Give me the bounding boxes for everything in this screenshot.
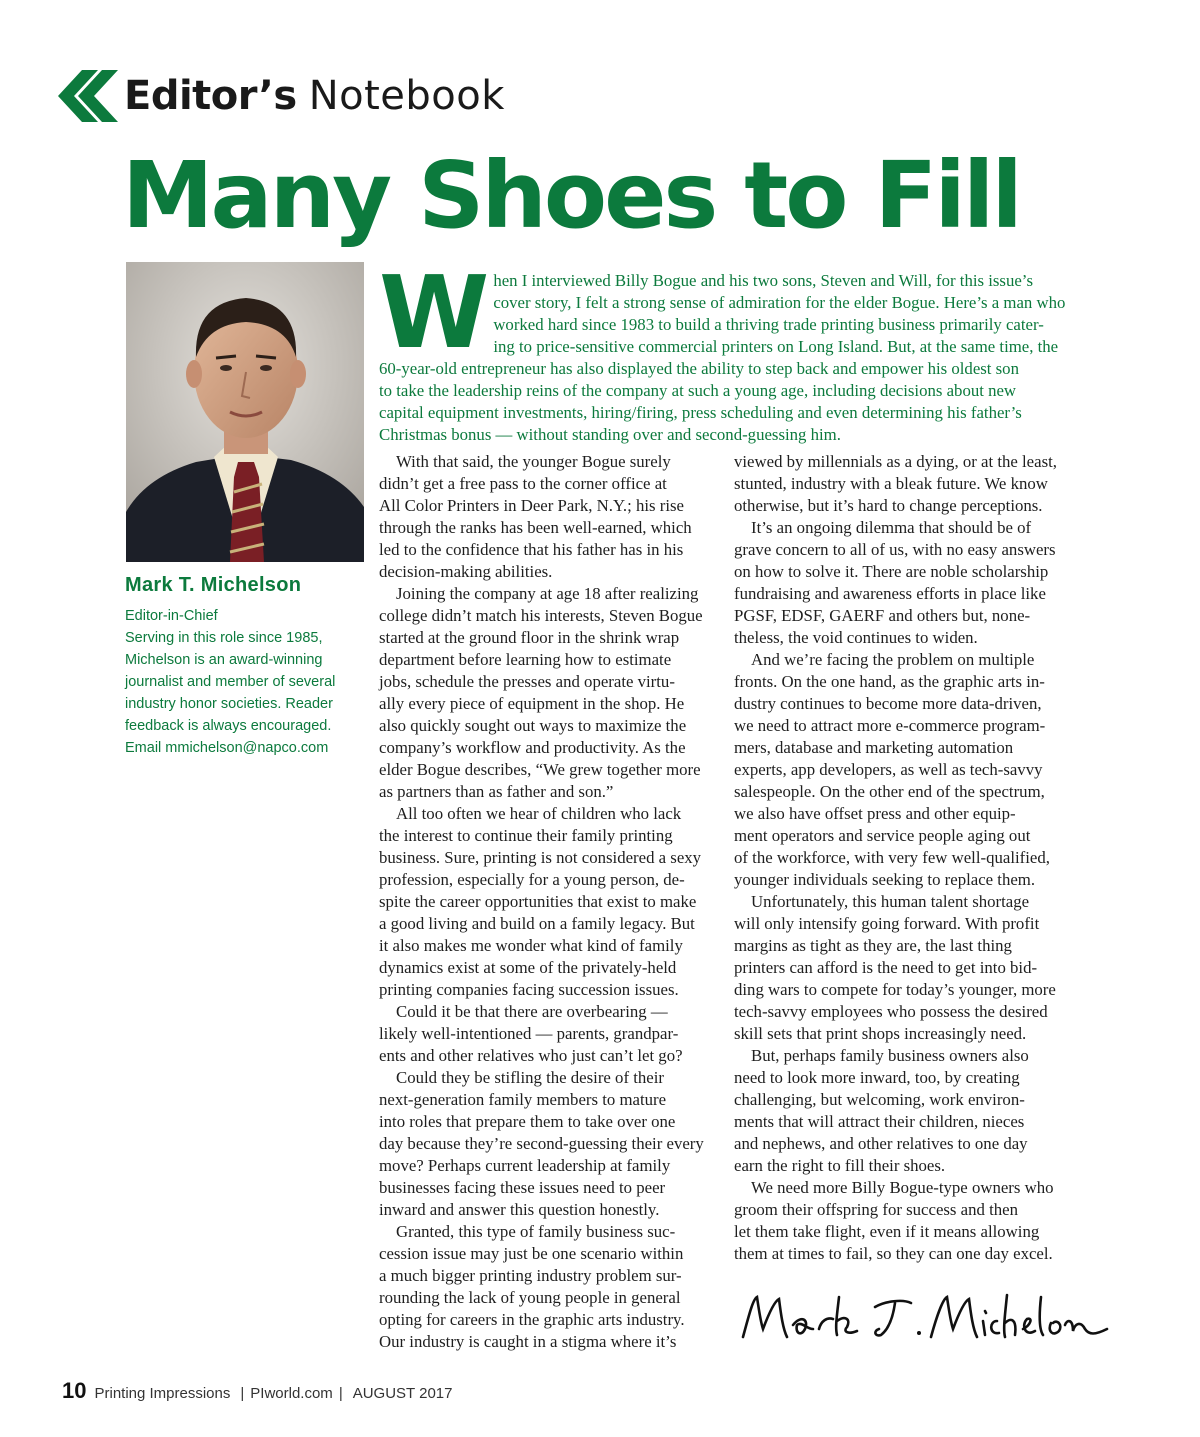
body-line: and nephews, and other relatives to one day [734,1134,1028,1153]
body-line: as partners than as father and son.” [379,782,614,801]
body-line: decision-making abilities. [379,562,553,581]
body-line: ment operators and service people aging out [734,826,1031,845]
body-line: a much bigger printing industry problem sur- [379,1266,682,1285]
body-paragraph [734,649,1074,891]
intro-line: worked hard since 1983 to build a thriving trade printing business primarily cater- [493,315,1044,334]
body-line: rounding the lack of young people in general [379,1288,681,1307]
body-line: businesses facing these issues need to peer [379,1178,666,1197]
body-paragraph [379,1067,719,1221]
body-paragraph [379,583,719,803]
bio-line: Serving in this role since 1985, [125,630,323,646]
body-line: led to the confidence that his father has in his [379,540,684,559]
section-title-bold: Editor’s [124,73,297,119]
body-line: inward and answer this question honestly. [379,1200,660,1219]
body-line: likely well-intentioned — parents, grandpar- [379,1024,679,1043]
body-line: groom their offspring for success and then [734,1200,1018,1219]
author-photo [126,262,364,562]
body-line: mers, database and marketing automation [734,738,1014,757]
body-line: And we’re facing the problem on multiple [751,650,1035,669]
body-line: need to look more inward, too, by creating [734,1068,1020,1087]
body-paragraph [734,517,1074,649]
body-line: otherwise, but it’s hard to change perceptions. [734,496,1043,515]
body-line: stunted, industry with a bleak future. We know [734,474,1048,493]
body-line: tech-savvy employees who possess the desired [734,1002,1048,1021]
intro-line: 60-year-old entrepreneur has also displayed the ability to step back and empower his oldest son [379,359,1019,378]
body-line: profession, especially for a young person, de- [379,870,685,889]
bio-line: Michelson is an award-winning [125,652,323,668]
body-line: the interest to continue their family printing [379,826,673,845]
body-line: also quickly sought out ways to maximize the [379,716,687,735]
body-line: ments that will attract their children, nieces [734,1112,1025,1131]
intro-paragraph [379,254,1069,446]
body-line: Unfortunately, this human talent shortage [751,892,1030,911]
body-paragraph [379,1001,719,1067]
body-line: fundraising and awareness efforts in place like [734,584,1046,603]
body-line: company’s workflow and productivity. As the [379,738,686,757]
body-paragraph [379,1221,719,1353]
issue-date: AUGUST 2017 [352,1385,453,1402]
footer-separator: | [338,1385,343,1402]
body-column-right [734,451,1074,1265]
author-name: Mark T. Michelson [125,574,302,596]
headline: Many Shoes to Fill [122,142,1020,249]
body-line: Granted, this type of family business suc- [396,1222,676,1241]
drop-cap: W [379,254,486,371]
body-line: business. Sure, printing is not considered a sexy [379,848,702,867]
author-bio [125,574,370,759]
body-line: Joining the company at age 18 after realizing [396,584,699,603]
body-paragraph [379,451,719,583]
body-paragraph [734,451,1074,517]
intro-line: hen I interviewed Billy Bogue and his two sons, Steven and Will, for this issue’s [493,271,1033,290]
bio-email-line: Email mmichelson@napco.com [125,740,329,756]
body-line: skill sets that print shops increasingly need. [734,1024,1027,1043]
body-line: With that said, the younger Bogue surely [396,452,671,471]
body-line: margins as tight as they are, the last thing [734,936,1012,955]
body-line: All Color Printers in Deer Park, N.Y.; his rise [379,496,684,515]
body-line: of the workforce, with very few well-qualified, [734,848,1050,867]
body-line: But, perhaps family business owners also [751,1046,1029,1065]
signature [735,1285,1115,1360]
body-line: cession issue may just be one scenario within [379,1244,684,1263]
body-line: viewed by millennials as a dying, or at the least, [734,452,1057,471]
body-line: day because they’re second-guessing their every [379,1134,704,1153]
body-line: through the ranks has been well-earned, which [379,518,692,537]
body-line: ding wars to compete for today’s younger, more [734,980,1056,999]
body-line: challenging, but welcoming, work environ- [734,1090,1025,1109]
page-footer [62,1378,453,1404]
body-line: we also have offset press and other equip- [734,804,1016,823]
body-line: fronts. On the one hand, as the graphic arts in- [734,672,1045,691]
body-line: elder Bogue describes, “We grew together more [379,760,701,779]
intro-line: capital equipment investments, hiring/firing, press scheduling and even determining his father’s [379,403,1022,422]
body-line: Could they be stifling the desire of their [396,1068,664,1087]
author-description [125,627,370,759]
body-paragraph [734,1045,1074,1177]
body-line: grave concern to all of us, with no easy answers [734,540,1056,559]
body-line: next-generation family members to mature [379,1090,667,1109]
body-line: earn the right to fill their shoes. [734,1156,946,1175]
section-header [58,66,505,126]
intro-line: Christmas bonus — without standing over and second-guessing him. [379,425,841,444]
double-chevron-left-icon [58,70,120,122]
section-title-light: Notebook [308,73,505,119]
body-line: them at times to fail, so they can one day excel. [734,1244,1053,1263]
body-line: on how to solve it. There are noble scholarship [734,562,1049,581]
intro-line: cover story, I felt a strong sense of admiration for the elder Bogue. Here’s a man who [493,293,1066,312]
body-line: theless, the void continues to widen. [734,628,978,647]
body-line: All too often we hear of children who lack [396,804,682,823]
intro-line: to take the leadership reins of the company at such a young age, including decisions about new [379,381,1017,400]
bio-line: journalist and member of several [125,674,336,690]
body-line: department before learning how to estimate [379,650,672,669]
body-line: college didn’t match his interests, Steven Bogue [379,606,703,625]
body-line: move? Perhaps current leadership at family [379,1156,671,1175]
body-line: a good living and build on a family legacy. But [379,914,695,933]
body-line: ents and other relatives who just can’t let go? [379,1046,683,1065]
body-paragraph [734,1177,1074,1265]
body-line: PGSF, EDSF, GAERF and others but, none- [734,606,1031,625]
body-line: started at the ground floor in the shrink wrap [379,628,680,647]
body-line: opting for careers in the graphic arts industry. [379,1310,685,1329]
intro-line: ing to price-sensitive commercial printers on Long Island. But, at the same time, the [493,337,1059,356]
body-line: printers can afford is the need to get into bid- [734,958,1038,977]
body-line: experts, app developers, as well as tech-savvy [734,760,1043,779]
body-line: we need to attract more e-commerce program- [734,716,1046,735]
author-role: Editor-in-Chief [125,608,218,624]
body-line: didn’t get a free pass to the corner office at [379,474,667,493]
body-line: spite the career opportunities that exist to make [379,892,697,911]
publication-name: Printing Impressions [94,1385,231,1402]
bio-line: industry honor societies. Reader [125,696,333,712]
body-column-left [379,451,719,1353]
website: PIworld.com [250,1385,333,1402]
body-line: Could it be that there are overbearing — [396,1002,668,1021]
footer-separator: | [240,1385,245,1402]
body-line: printing companies facing succession issues. [379,980,679,999]
body-line: Our industry is caught in a stigma where it’s [379,1332,677,1351]
body-line: jobs, schedule the presses and operate virtu- [379,672,675,691]
page-number: 10 [62,1378,87,1403]
body-line: ally every piece of equipment in the shop. He [379,694,685,713]
body-line: will only intensify going forward. With profit [734,914,1040,933]
body-line: It’s an ongoing dilemma that should be of [751,518,1032,537]
body-line: dynamics exist at some of the privately-held [379,958,677,977]
body-line: salespeople. On the other end of the spectrum, [734,782,1045,801]
body-line: into roles that prepare them to take over one [379,1112,676,1131]
body-line: We need more Billy Bogue-type owners who [751,1178,1054,1197]
body-line: it also makes me wonder what kind of family [379,936,683,955]
body-line: let them take flight, even if it means allowing [734,1222,1040,1241]
body-line: younger individuals seeking to replace them. [734,870,1036,889]
body-paragraph [379,803,719,1001]
body-line: dustry continues to become more data-driven, [734,694,1042,713]
body-paragraph [734,891,1074,1045]
bio-line: feedback is always encouraged. [125,718,332,734]
